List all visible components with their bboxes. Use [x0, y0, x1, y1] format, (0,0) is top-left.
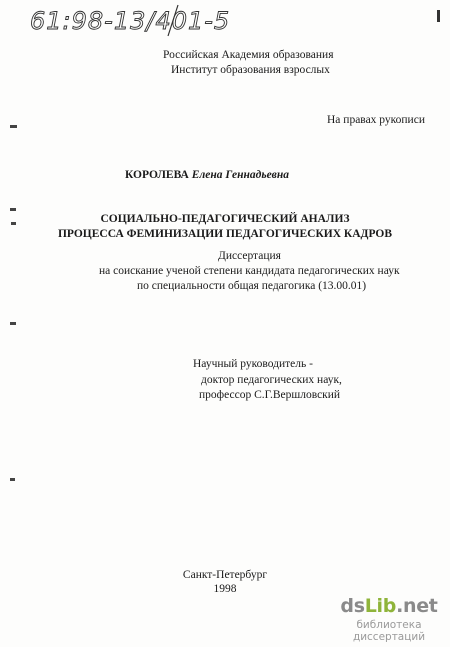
institution-line-2: Институт образования взрослых — [171, 64, 330, 76]
handwritten-code-drawing — [28, 2, 258, 38]
logo-brand — [330, 595, 448, 617]
dslib-watermark-logo — [330, 595, 448, 643]
margin-mark — [10, 125, 17, 128]
margin-mark — [10, 478, 15, 481]
supervisor-name: профессор С.Г.Вершловский — [199, 389, 341, 401]
institution-line-1: Российская Академия образования — [163, 49, 334, 61]
supervisor-label: Научный руководитель - — [193, 358, 313, 370]
author-given-names: Елена Геннадьевна — [191, 169, 289, 181]
work-type: Диссертация — [218, 250, 281, 262]
year: 1998 — [213, 583, 237, 595]
logo-brand-part-3: .net — [396, 595, 438, 617]
corner-tick-mark — [437, 10, 440, 22]
logo-brand-part-1: ds — [340, 595, 365, 617]
handwritten-archive-code — [28, 2, 258, 38]
supervisor-degree: доктор педагогических наук, — [201, 374, 342, 386]
rights-note: На правах рукописи — [327, 114, 425, 126]
dissertation-title-line-1: СОЦИАЛЬНО-ПЕДАГОГИЧЕСКИЙ АНАЛИЗ — [100, 213, 350, 225]
author-surname: КОРОЛЕВА — [125, 169, 189, 181]
dissertation-title-line-2: ПРОЦЕССА ФЕМИНИЗАЦИИ ПЕДАГОГИЧЕСКИХ КАДРОВ — [57, 228, 393, 240]
author-name — [125, 168, 289, 182]
city: Санкт-Петербург — [182, 569, 268, 581]
handwritten-code-text: 61:98-13/401-5 — [30, 7, 231, 35]
margin-mark — [10, 208, 16, 211]
logo-subtitle: библиотека диссертаций — [352, 619, 426, 643]
logo-brand-part-2: Lib — [364, 595, 397, 617]
margin-mark — [10, 322, 16, 325]
specialty-line: по специальности общая педагогика (13.00.01) — [137, 280, 367, 292]
degree-line: на соискание ученой степени кандидата педагогических наук — [99, 265, 400, 277]
